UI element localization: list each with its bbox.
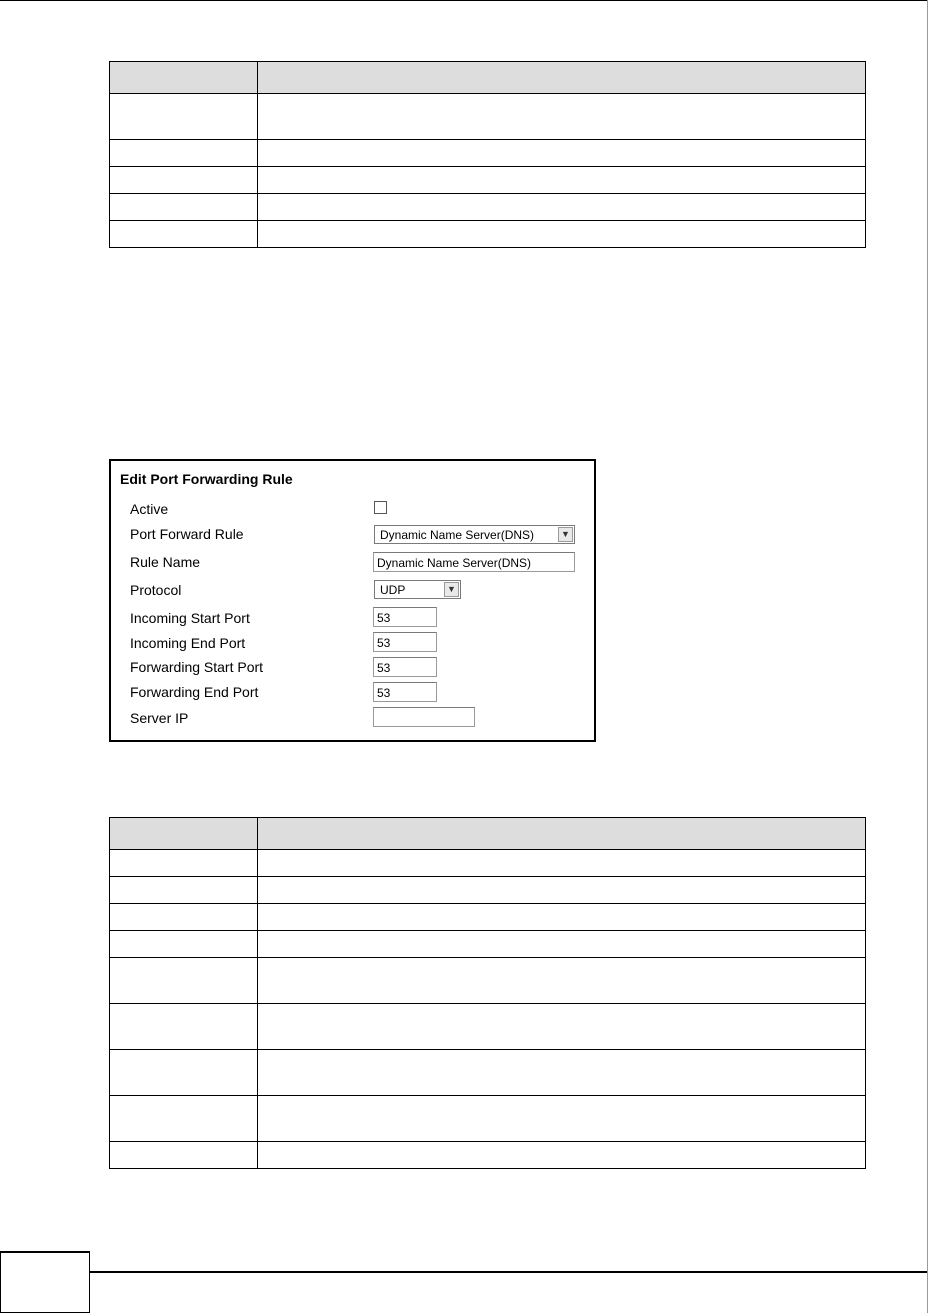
table-row	[110, 931, 866, 958]
table-row	[110, 958, 866, 1004]
table-header-cell	[258, 818, 866, 850]
forwarding-start-port-value: 53	[377, 661, 391, 675]
table-row	[110, 140, 866, 167]
table-row	[110, 194, 866, 221]
port-forward-rule-value: Dynamic Name Server(DNS)	[380, 528, 535, 542]
incoming-start-port-input[interactable]	[373, 607, 437, 627]
active-label: Active	[130, 501, 169, 517]
table-row	[110, 1004, 866, 1050]
incoming-end-port-label: Incoming End Port	[130, 635, 246, 651]
incoming-start-port-value: 53	[377, 611, 391, 625]
rule-name-value: Dynamic Name Server(DNS)	[377, 556, 532, 570]
protocol-select[interactable]	[374, 580, 461, 599]
table-header-cell	[110, 62, 258, 94]
table-row	[110, 1096, 866, 1142]
incoming-start-port-label: Incoming Start Port	[130, 610, 250, 626]
table-row	[110, 1142, 866, 1169]
active-checkbox[interactable]	[374, 501, 387, 514]
table-row	[110, 904, 866, 931]
protocol-value: UDP	[380, 583, 406, 597]
forwarding-start-port-input[interactable]	[373, 657, 437, 677]
rule-name-input[interactable]	[373, 552, 575, 572]
table-header-cell	[258, 62, 866, 94]
protocol-label: Protocol	[130, 582, 182, 598]
incoming-end-port-input[interactable]	[373, 632, 437, 652]
forwarding-end-port-label: Forwarding End Port	[130, 684, 259, 700]
table-header-row	[110, 62, 866, 94]
page-margin-rule	[927, 0, 928, 1313]
dialog-title: Edit Port Forwarding Rule	[120, 471, 293, 487]
forwarding-end-port-input[interactable]	[373, 682, 437, 702]
table-row	[110, 877, 866, 904]
chevron-down-icon: ▼	[444, 582, 459, 597]
page-number-box	[0, 1251, 90, 1313]
field-description-table-top	[109, 61, 866, 248]
chevron-down-icon: ▼	[558, 527, 573, 542]
table-row	[110, 850, 866, 877]
forwarding-start-port-label: Forwarding Start Port	[130, 659, 264, 675]
table-row	[110, 167, 866, 194]
incoming-end-port-value: 53	[377, 636, 391, 650]
field-description-table-bottom	[109, 817, 866, 1169]
forwarding-end-port-value: 53	[377, 686, 391, 700]
table-row	[110, 1050, 866, 1096]
table-header-row	[110, 818, 866, 850]
port-forward-rule-select[interactable]	[374, 525, 575, 544]
server-ip-input[interactable]	[373, 707, 475, 727]
table-header-cell	[110, 818, 258, 850]
port-forward-rule-label: Port Forward Rule	[130, 526, 244, 542]
table-row	[110, 94, 866, 140]
footer-rule	[90, 1271, 927, 1273]
table-row	[110, 221, 866, 248]
server-ip-label: Server IP	[130, 710, 189, 726]
edit-port-forwarding-rule-dialog	[109, 459, 596, 742]
rule-name-label: Rule Name	[130, 554, 201, 570]
page-top-rule	[0, 0, 927, 1]
